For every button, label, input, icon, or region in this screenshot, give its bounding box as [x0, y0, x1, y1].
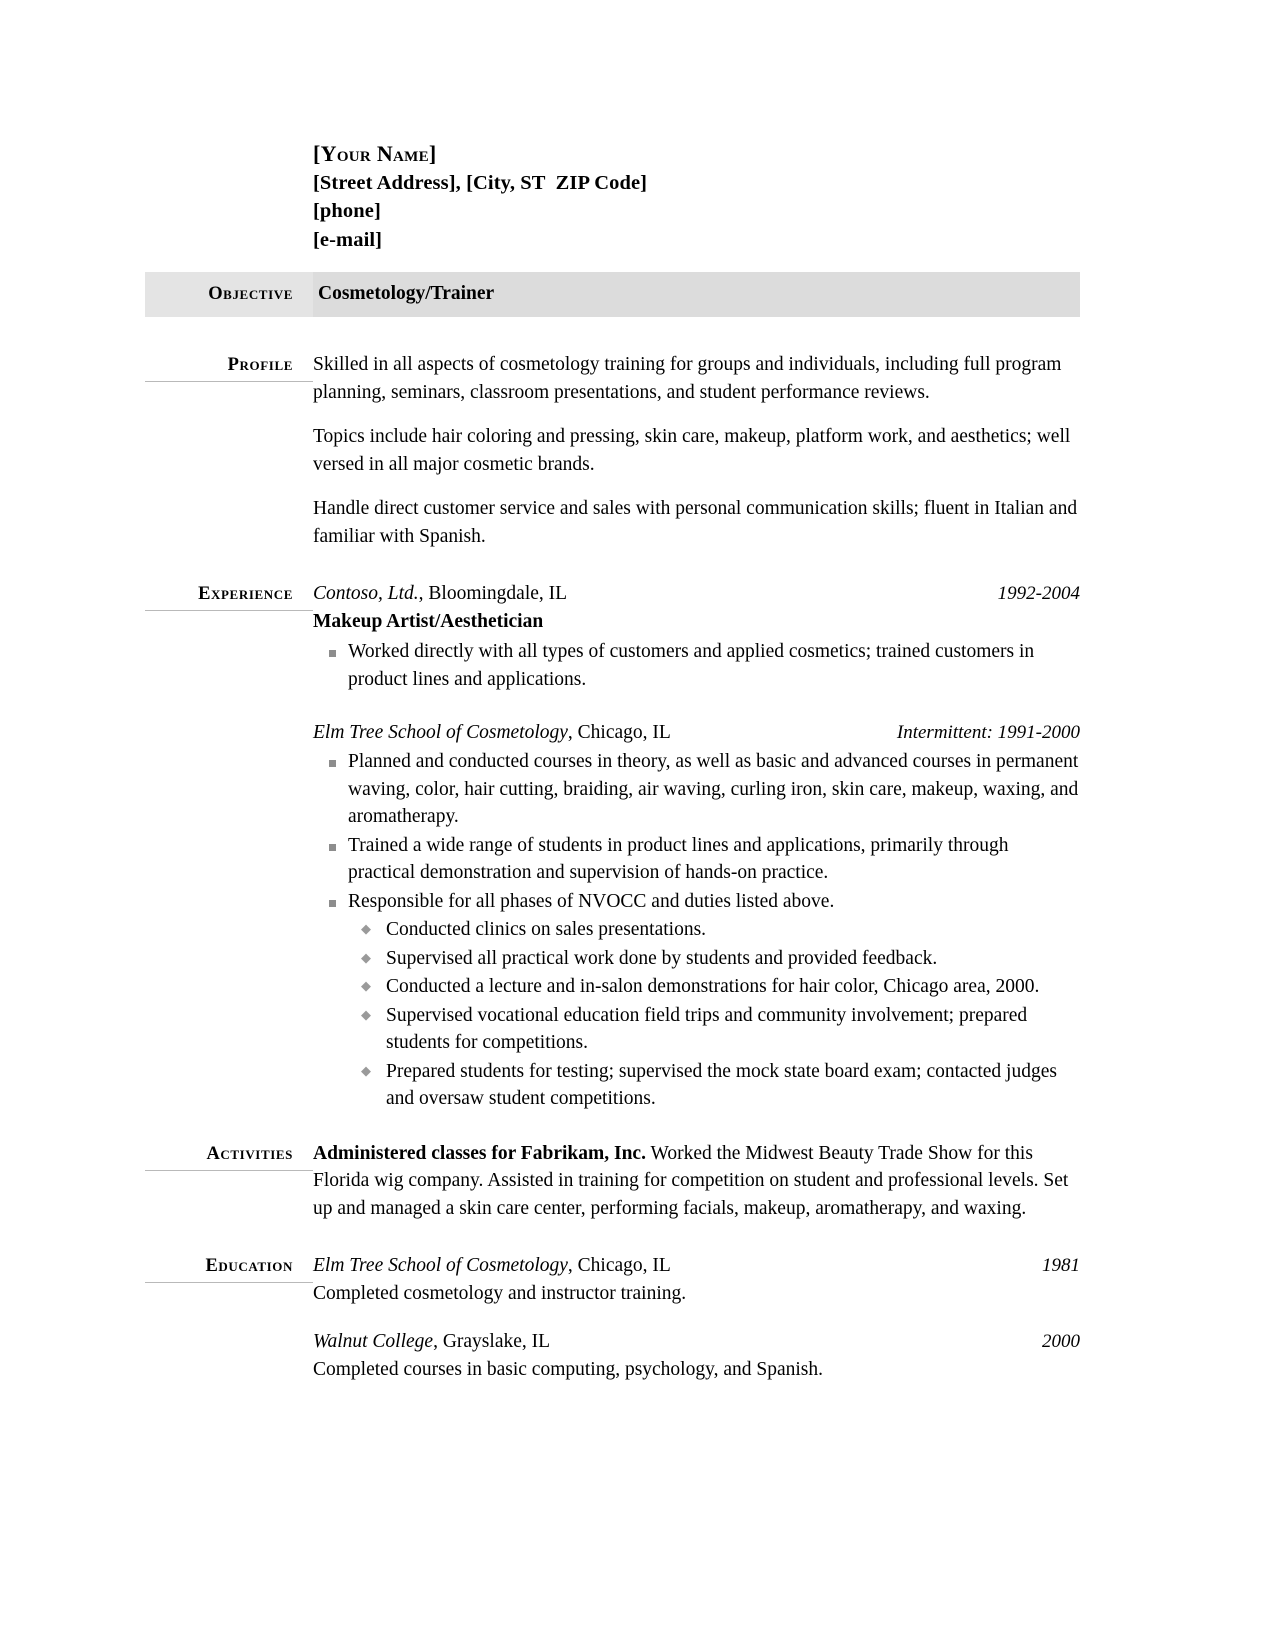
section-education — [145, 1252, 1080, 1383]
school — [313, 1328, 550, 1356]
candidate-name: [Your Name] — [313, 141, 437, 166]
school-location: , Grayslake, IL — [433, 1331, 551, 1352]
responsibility-list — [313, 748, 1080, 1113]
employment-dates: Intermittent: 1991-2000 — [896, 722, 1080, 743]
employer-location: , Chicago, IL — [567, 722, 671, 743]
objective-label: Objective — [145, 272, 313, 317]
experience-content — [313, 580, 1080, 1114]
activities-content — [313, 1140, 1080, 1223]
education-entry — [313, 1328, 1080, 1383]
list-item — [313, 888, 1080, 1113]
profile-paragraph: Skilled in all aspects of cosmetology training for groups and individuals, including full program planning, seminars, classroom presentations, and student performance reviews. — [313, 354, 1062, 403]
list-item: Trained a wide range of students in product lines and applications, primarily through practical demonstration and supervision of hands-on practice. — [313, 832, 1080, 887]
section-objective — [145, 272, 1080, 317]
activities-paragraph — [313, 1140, 1080, 1223]
employer — [313, 719, 671, 746]
school-location: , Chicago, IL — [567, 1255, 671, 1276]
responsibility-list — [313, 638, 1080, 693]
profile-label: Profile — [145, 351, 313, 382]
employer-name: Contoso, Ltd. — [313, 583, 419, 604]
employer-location: , Bloomingdale, IL — [418, 583, 568, 604]
sub-list-item: ◆ Conducted clinics on sales presentations. — [348, 916, 1080, 944]
candidate-phone: [phone] — [313, 200, 381, 222]
employer-name: Elm Tree School of Cosmetology — [313, 722, 568, 743]
candidate-address: [Street Address], [City, ST ZIP Code] — [313, 171, 648, 194]
school — [313, 1252, 671, 1280]
section-experience — [145, 580, 1080, 1114]
activities-lead: Administered classes for Fabrikam, Inc. — [313, 1142, 646, 1164]
education-entry-head — [313, 1328, 1080, 1356]
section-profile — [145, 351, 1080, 550]
list-item: Worked directly with all types of customers and applied cosmetics; trained customers in product lines and applications. — [313, 638, 1080, 693]
profile-paragraph: Handle direct customer service and sales with personal communication skills; fluent in Italian and familiar with Spanish. — [313, 498, 1078, 547]
profile-content — [313, 351, 1080, 550]
education-label: Education — [145, 1252, 313, 1283]
objective-value: Cosmetology/Trainer — [313, 272, 1080, 317]
school-name: Elm Tree School of Cosmetology — [313, 1255, 568, 1276]
experience-entry — [313, 580, 1080, 693]
list-item-text: Responsible for all phases of NVOCC and duties listed above. — [348, 890, 835, 912]
activities-label: Activities — [145, 1140, 313, 1171]
employer — [313, 580, 567, 607]
education-entry — [313, 1252, 1080, 1307]
section-activities — [145, 1140, 1080, 1223]
employment-dates: 1992-2004 — [997, 583, 1080, 604]
experience-entry-head — [313, 719, 1080, 746]
job-title: Makeup Artist/Aesthetician — [313, 611, 544, 632]
education-date: 1981 — [1042, 1255, 1080, 1276]
school-name: Walnut College — [313, 1331, 434, 1352]
education-date: 2000 — [1042, 1331, 1080, 1352]
experience-label: Experience — [145, 580, 313, 611]
activities-body: Worked the Midwest Beauty Trade Show for this Florida wig company. Assisted in training for competition on student and professional levels. Set up and managed a skin care center, performing facials, makeup, aromatherapy, and waxing. — [313, 1142, 1069, 1219]
sub-list-item: ◆ Supervised vocational education field trips and community involvement; prepared students for competitions. — [348, 1002, 1080, 1057]
experience-entry — [313, 719, 1080, 1113]
sub-list-item: ◆ Conducted a lecture and in-salon demonstrations for hair color, Chicago area, 2000. — [348, 973, 1080, 1001]
education-description: Completed cosmetology and instructor training. — [313, 1282, 687, 1304]
candidate-email: [e-mail] — [313, 228, 383, 251]
experience-entry-head — [313, 580, 1080, 607]
education-content — [313, 1252, 1080, 1383]
education-description: Completed courses in basic computing, psychology, and Spanish. — [313, 1358, 823, 1380]
sub-list-item: ◆ Prepared students for testing; supervised the mock state board exam; contacted judges and oversaw student competitions. — [348, 1058, 1080, 1113]
sub-responsibility-list — [348, 916, 1080, 1113]
profile-paragraph: Topics include hair coloring and pressing, skin care, makeup, platform work, and aesthetics; well versed in all major cosmetic brands. — [313, 426, 1071, 475]
contact-header — [145, 140, 1080, 254]
list-item: Planned and conducted courses in theory, as well as basic and advanced courses in permanent waving, color, hair cutting, braiding, air waving, curling iron, skin care, makeup, waxing, and aromatherapy. — [313, 748, 1080, 831]
education-entry-head — [313, 1252, 1080, 1280]
sub-list-item: ◆ Supervised all practical work done by students and provided feedback. — [348, 945, 1080, 973]
